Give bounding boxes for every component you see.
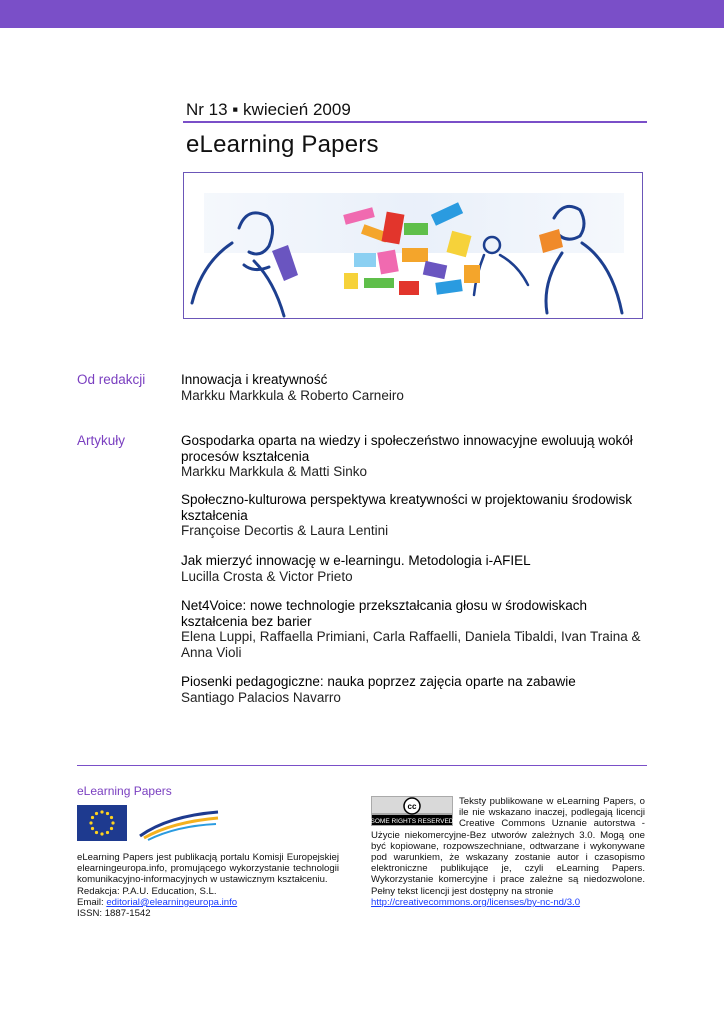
footer-title: eLearning Papers — [77, 784, 172, 798]
cc-badge-text: SOME RIGHTS RESERVED — [371, 818, 453, 825]
toc-entry-title[interactable]: Net4Voice: nowe technologie przekształcania głosu w środowiskach kształcenia bez barier — [181, 598, 587, 629]
toc-entry-authors: Elena Luppi, Raffaella Primiani, Carla Raffaelli, Daniela Tibaldi, Ivan Traina & Anna Violi — [181, 629, 641, 660]
svg-text:cc: cc — [407, 802, 417, 811]
hero-illustration — [183, 172, 643, 319]
publisher-description: eLearning Papers jest publikacją portalu Komisji Europejskiej elearningeuropa.info, promującego wykorzystanie technologii komunikacyjno-informacyjnych w ustawicznym kształceniu. — [77, 852, 339, 886]
footer-rule — [77, 765, 647, 766]
footer-publisher-info — [77, 852, 339, 919]
issue-line: Nr 13 ▪ kwiecień 2009 — [186, 100, 351, 119]
toc-entry-authors: Santiago Palacios Navarro — [181, 689, 341, 705]
email-label: Email: — [77, 896, 104, 908]
toc-entry-authors: Markku Markkula & Roberto Carneiro — [181, 387, 404, 403]
section-label-od-redakcji: Od redakcji — [77, 372, 146, 387]
toc-entry[interactable] — [181, 553, 651, 584]
page-title: eLearning Papers — [186, 131, 379, 158]
eu-flag-icon — [77, 805, 127, 841]
toc-entry-authors: Françoise Decortis & Laura Lentini — [181, 523, 389, 538]
lifelong-learning-logo-icon — [138, 806, 220, 842]
toc-entry[interactable] — [181, 372, 651, 403]
toc-entry[interactable] — [181, 598, 651, 660]
toc-entry-title[interactable]: Społeczno-kulturowa perspektywa kreatywności w projektowaniu środowisk kształcenia — [181, 492, 632, 523]
creative-commons-icon[interactable] — [371, 796, 459, 828]
toc-entry-title[interactable]: Innowacja i kreatywność — [181, 372, 328, 387]
toc-entry-title[interactable]: Gospodarka oparta na wiedzy i społeczeństwo innowacyjne ewoluują wokół procesów kształcenia — [181, 433, 633, 464]
hero-drawing — [184, 173, 642, 318]
toc-entry-authors: Lucilla Crosta & Victor Prieto — [181, 568, 353, 584]
editor-line: Redakcja: P.A.U. Education, S.L. — [77, 885, 217, 897]
license-link[interactable]: http://creativecommons.org/licenses/by-nc-nd/3.0 — [371, 896, 581, 908]
footer-license-info — [371, 796, 645, 908]
toc-entry-title[interactable]: Piosenki pedagogiczne: nauka poprzez zajęcia oparte na zabawie — [181, 674, 576, 689]
issn-line: ISSN: 1887-1542 — [77, 908, 151, 920]
toc-entry-title[interactable]: Jak mierzyć innowację w e-learningu. Metodologia i-AFIEL — [181, 553, 531, 568]
toc-entry[interactable] — [181, 492, 651, 539]
top-bar — [0, 0, 724, 28]
email-link[interactable]: editorial@elearningeuropa.info — [106, 896, 238, 908]
header-rule — [183, 121, 647, 123]
email-line — [77, 897, 339, 908]
license-text: Teksty publikowane w eLearning Papers, o ile nie wskazano inaczej, podlegają licencji Creative Commons Uznanie autorstwa - Użycie niekomercyjne-Bez utworów zależnych 3.0. Mogą one być kopiowane, rozpowszechniane, odtwarzane i wykonywane pod warunkiem, że wskazany zostanie autor i czasopismo elektroniczne publikujące je, czyli eLearning Papers. Wykorzystanie komercyjne i prace zależne są niedozwolone. Pełny tekst licencji jest dostępny na stronie — [371, 796, 645, 897]
toc-entry[interactable] — [181, 433, 651, 480]
section-label-artykuly: Artykuły — [77, 433, 126, 448]
toc-entry[interactable] — [181, 674, 651, 705]
toc-entry-authors: Markku Markkula & Matti Sinko — [181, 464, 368, 479]
